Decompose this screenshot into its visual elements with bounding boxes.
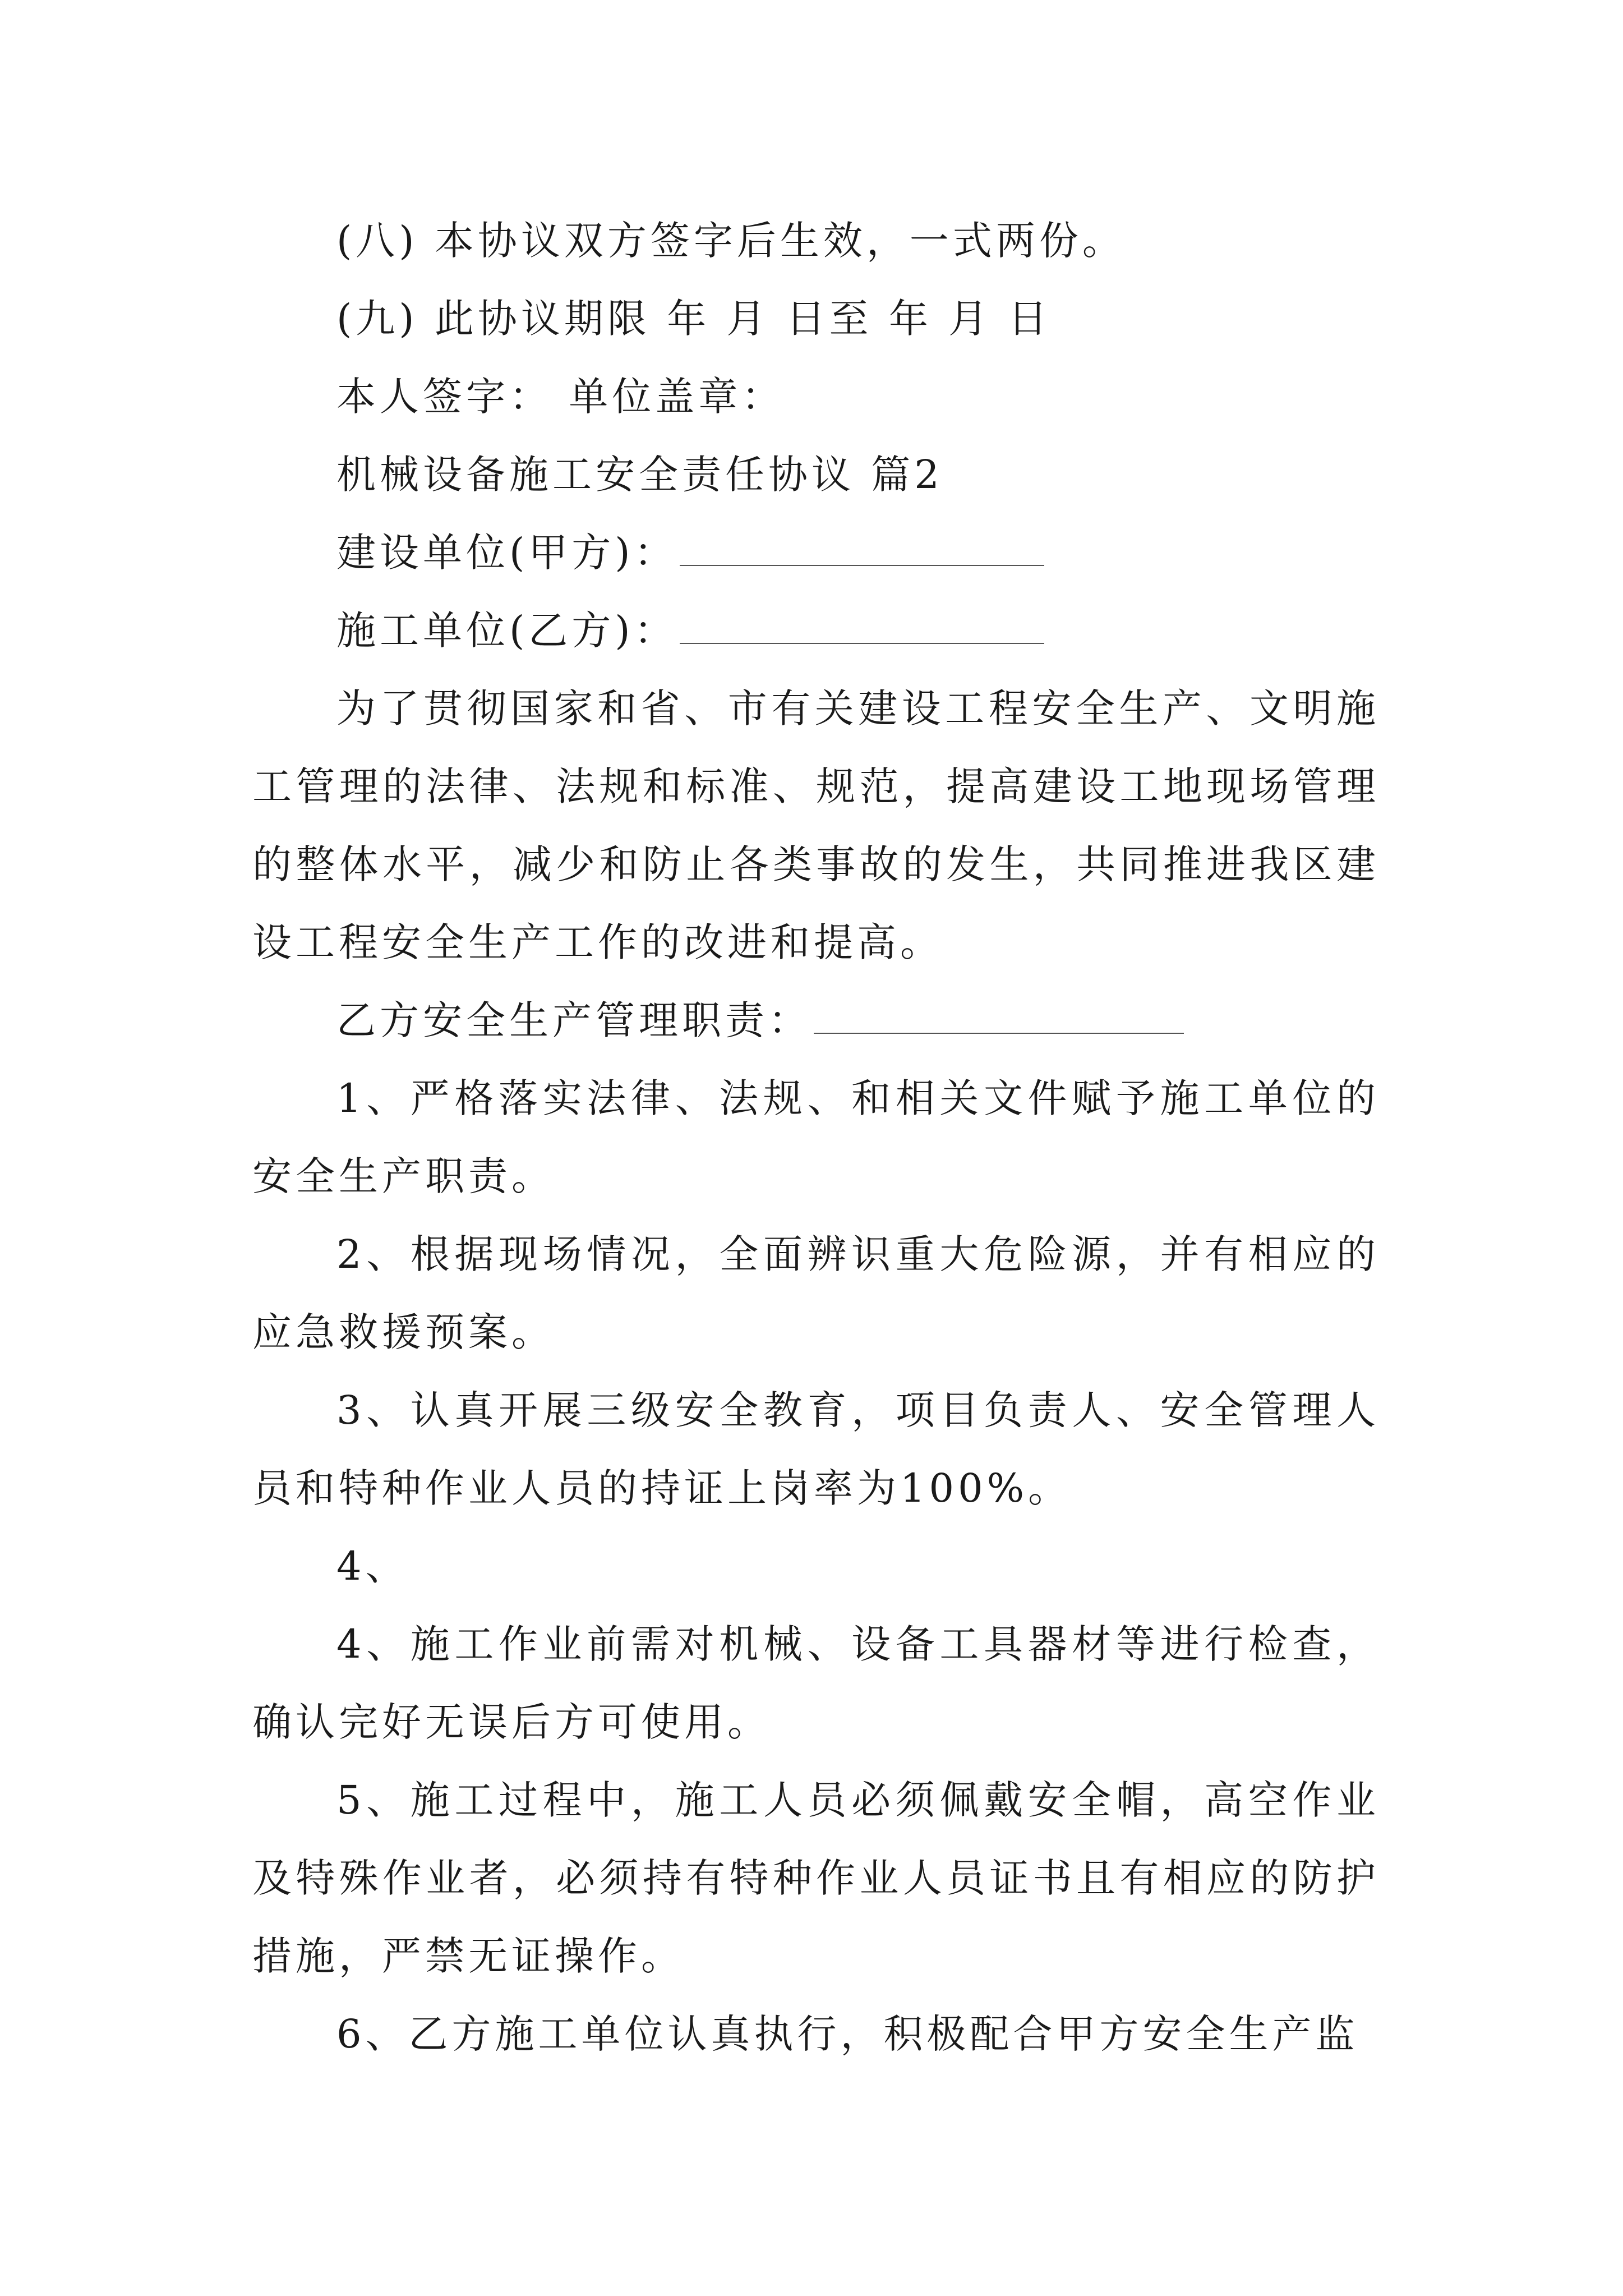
duties-blank xyxy=(814,1022,1184,1034)
duties-label: 乙方安全生产管理职责： xyxy=(336,997,811,1043)
party-a-blank xyxy=(680,554,1044,566)
duty-item-6: 6、乙方施工单位认真执行，积极配合甲方安全生产监 xyxy=(336,2011,1359,2057)
party-b-row xyxy=(252,592,1380,670)
document-body xyxy=(252,202,1380,2073)
duties-row xyxy=(252,982,1380,1060)
party-b-label: 施工单位(乙方)： xyxy=(336,608,677,654)
duty-item-4: 4、施工作业前需对机械、设备工具器材等进行检查，确认完好无误后方可使用。 xyxy=(252,1621,1380,1745)
clause-9: (九) 此协议期限 年 月 日至 年 月 日 xyxy=(336,296,1052,342)
duty-item-3: 3、认真开展三级安全教育，项目负责人、安全管理人员和特种作业人员的持证上岗率为100%。 xyxy=(252,1387,1380,1511)
party-a-label: 建设单位(甲方)： xyxy=(336,530,677,576)
duty-item-5: 5、施工过程中，施工人员必须佩戴安全帽，高空作业及特殊作业者，必须持有特种作业人员证书且有相应的防护措施，严禁无证操作。 xyxy=(252,1777,1380,1979)
duty-item-1: 1、严格落实法律、法规、和相关文件赋予施工单位的安全生产职责。 xyxy=(252,1075,1380,1199)
intro-paragraph: 为了贯彻国家和省、市有关建设工程安全生产、文明施工管理的法律、法规和标准、规范，提高建设工地现场管理的整体水平，减少和防止各类事故的发生，共同推进我区建设工程安全生产工作的改进和提高。 xyxy=(252,685,1380,965)
party-a-row xyxy=(252,514,1380,592)
duty-item-4-empty: 4、 xyxy=(336,1543,409,1589)
party-b-blank xyxy=(680,632,1044,644)
section-heading: 机械设备施工安全责任协议 篇2 xyxy=(336,452,943,498)
duty-item-2: 2、根据现场情况，全面辨识重大危险源，并有相应的应急救援预案。 xyxy=(252,1231,1380,1355)
clause-8: (八) 本协议双方签字后生效，一式两份。 xyxy=(336,218,1126,264)
signature-line: 本人签字： 单位盖章： xyxy=(336,374,785,420)
